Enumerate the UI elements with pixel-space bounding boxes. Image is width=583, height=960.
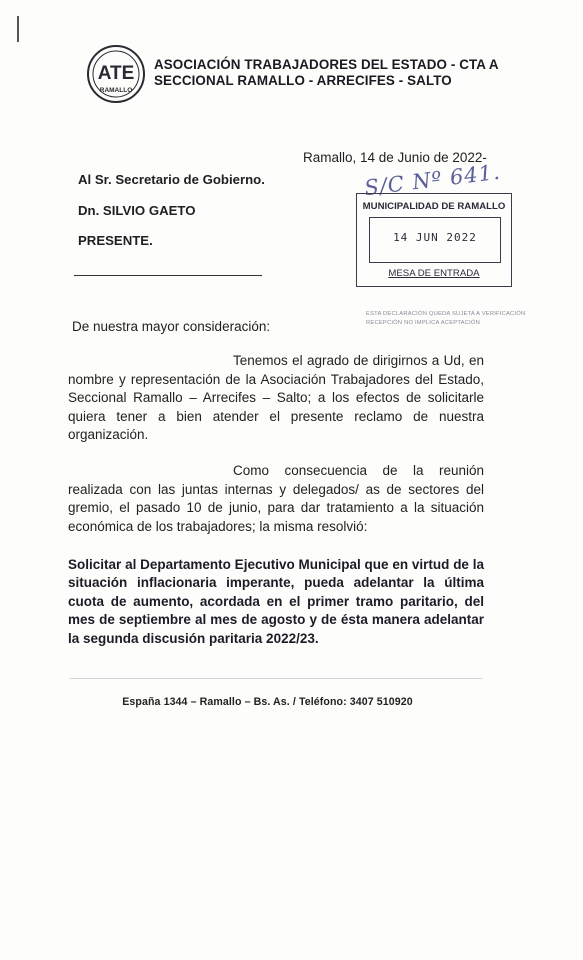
organization-name [154, 57, 499, 89]
stamp-date-box [369, 217, 501, 263]
org-line-2: SECCIONAL RAMALLO - ARRECIFES - SALTO [154, 73, 452, 88]
stamp-date: 14 JUN 2022 [393, 231, 477, 244]
org-line-1: ASOCIACIÓN TRABAJADORES DEL ESTADO - CTA A [154, 57, 499, 72]
addressee-presente: PRESENTE. [78, 233, 153, 248]
addressee-name: Dn. SILVIO GAETO [78, 203, 196, 218]
addressee-line-1: Al Sr. Secretario de Gobierno. [78, 172, 265, 187]
logo-letters: ATE [97, 63, 135, 84]
stamp-note [366, 310, 525, 328]
stamp-note-line-1: ESTA DECLARACIÓN QUEDA SUJETA A VERIFICACIÓN [366, 311, 526, 317]
paragraph-1 [68, 352, 484, 445]
ate-logo-icon [86, 44, 146, 104]
letter-date: Ramallo, 14 de Junio de 2022- [303, 150, 487, 165]
stamp-footer: MESA DE ENTRADA [388, 268, 480, 279]
stamp-note-line-2: RECEPCIÓN NO IMPLICA ACEPTACIÓN [366, 320, 480, 326]
footer-address: España 1344 – Ramallo – Bs. As. / Teléfono: 3407 510920 [122, 696, 413, 708]
paragraph-2 [68, 462, 484, 536]
handwritten-file-number: S/C Nº 641. [363, 159, 502, 201]
logo-subtext: RAMALLO [99, 87, 133, 94]
salutation: De nuestra mayor consideración: [72, 319, 271, 334]
paragraph-1-text: Tenemos el agrado de dirigirnos a Ud, en nombre y representación de la Asociación Trabajadores del Estado, Seccional Ramallo – Arrecifes – Salto; a los efectos de solicitarle quiera tener a bien atender el presente reclamo de nuestra organización. [68, 353, 484, 443]
reception-stamp [356, 193, 512, 287]
request-paragraph: Solicitar al Departamento Ejecutivo Municipal que en virtud de la situación inflacionaria imperante, pueda adelantar la última cuota de aumento, acordada en el primer tramo paritario, del mes de septiembre al mes de agosto y de ésta manera adelantar la segunda discusión paritaria 2022/23. [68, 557, 484, 646]
scan-edge-mark [17, 16, 19, 42]
paragraph-2-text: Como consecuencia de la reunión realizada con las juntas internas y delegados/ as de sectores del gremio, el pasado 10 de junio, para dar tratamiento a la situación económica de los trabajadores; la misma resolvió: [68, 463, 484, 534]
stamp-title: MUNICIPALIDAD DE RAMALLO [362, 201, 506, 212]
footer-divider [70, 678, 482, 679]
address-underline [74, 275, 262, 276]
